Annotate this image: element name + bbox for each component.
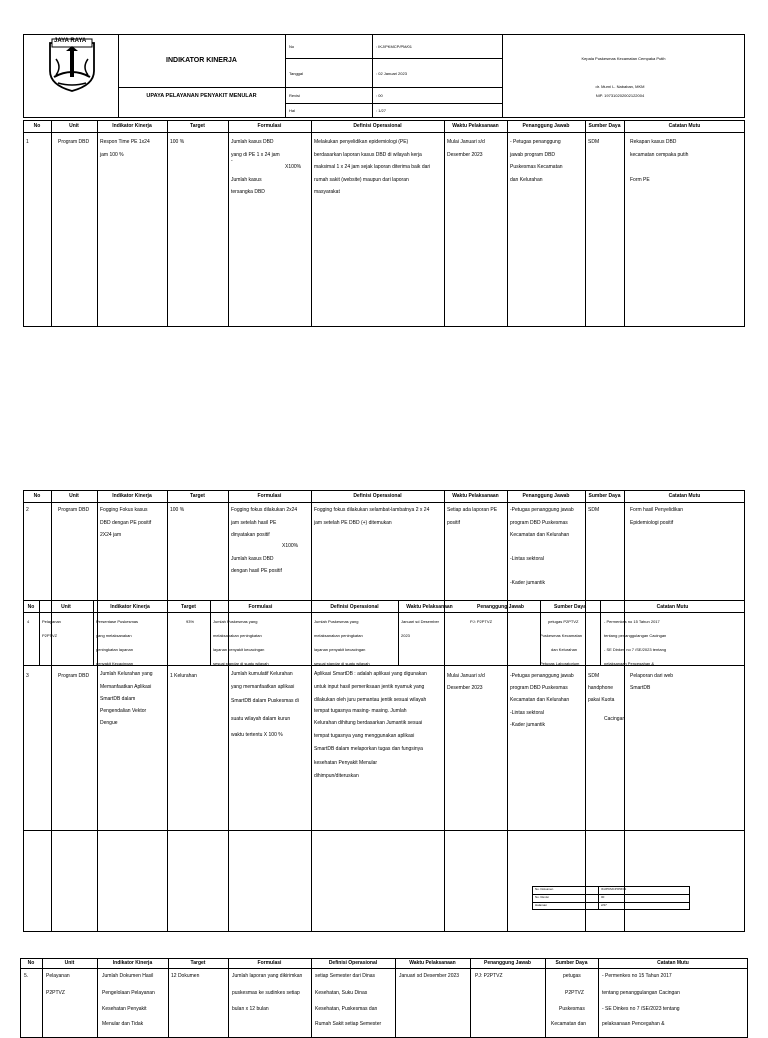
- row1-definisi-line: Melakukan penyelidikan epidemiologi (PE): [314, 139, 409, 145]
- col-header-unit: Unit: [64, 960, 75, 966]
- row5-definisi-line: setiap Semester dari Dinas: [315, 973, 376, 979]
- row3-unit: Program DBD: [58, 673, 90, 679]
- row5-definisi-line: Kesehatan, Puskesmas dan: [315, 1006, 378, 1012]
- row2-waktu-line: positif: [447, 520, 461, 526]
- row3-indikator-line: Dengue: [100, 720, 118, 726]
- row4-unit-line: Pelayanan: [42, 619, 61, 624]
- meta-page-value: : 1/27: [376, 108, 387, 113]
- row3-definisi-line: Aplikasi SmartDB : adalah aplikasi yang digunakan: [314, 671, 427, 677]
- row5-indikator-line: Pengelolaan Pelayanan: [102, 990, 155, 996]
- row2-no: 2: [26, 507, 29, 513]
- doc-revision-label: No. Revisi: [535, 895, 549, 899]
- row2-indikator-line: 2X24 jam: [100, 532, 122, 538]
- row4-formulasi-line: Jumlah Puskesmas yang: [213, 619, 258, 624]
- row5-indikator-line: Kesehatan Penyakit: [102, 1006, 147, 1012]
- row1-catatan-line: Rekapan kasus DBD: [630, 139, 677, 145]
- doc-page-value: 2/27: [601, 903, 607, 907]
- row3-definisi-line: SmartDB dalam melaporkan tugas dan fungsinya: [314, 746, 423, 752]
- row5-catatan-line: tentang penanggulangan Cacingan: [602, 990, 680, 996]
- row5-sumber-line: Puskesmas: [559, 1006, 585, 1012]
- row1-formulasi-line: tersangka DBD: [231, 189, 265, 195]
- col-header-target: Target: [190, 493, 205, 499]
- row5-catatan-line: - SE Dinkes no 7 /SE/2023 tentang: [602, 1006, 680, 1012]
- row1-waktu-line: Desember 2023: [447, 152, 483, 158]
- overlay-header-sumber: Sumber Daya: [554, 604, 586, 610]
- meta-revision-label: Revisi: [289, 93, 300, 98]
- col-header-catatan: Catatan Mutu: [657, 960, 689, 966]
- overlay-header-definisi: Definisi Operasional: [330, 604, 379, 610]
- row2-pj-line: Kecamatan dan Kelurahan: [510, 532, 570, 538]
- row4-catatan-line: - Permenkes no 15 Tahun 2017: [604, 619, 660, 624]
- row5-catatan-line: pelaksanaan Pencegahan &: [602, 1021, 665, 1027]
- row2-indikator-line: DBD dengan PE positif: [100, 520, 152, 526]
- row4-indikator-line: Persentase Puskesmas: [96, 619, 139, 624]
- approval-nip: NIP. 197310202002122004: [595, 93, 645, 98]
- row1-waktu-line: Mulai Januari s/d: [447, 139, 485, 145]
- row5-indikator-line: Jumlah Dokumen Hasil: [102, 973, 154, 979]
- row2-pj-line: program DBD Puskesmas: [510, 520, 568, 526]
- row4-waktu-line: Januari sd Desember: [401, 619, 440, 624]
- col-header-definisi: Definisi Operasional: [328, 960, 378, 966]
- row1-definisi-line: maksimal 1 x 24 jam sejak laporan diterima baik dari: [314, 164, 431, 170]
- row1-pj-line: dan Kelurahan: [510, 177, 543, 183]
- meta-date-label: Tanggal: [289, 71, 304, 76]
- meta-no-label: No: [289, 44, 295, 49]
- row2-unit: Program DBD: [58, 507, 90, 513]
- row3-extra-line: kesehatan Penyakit Menular: [314, 760, 378, 766]
- col-header-sumber: Sumber Daya: [555, 960, 588, 966]
- col-header-no: No: [33, 123, 41, 129]
- row1-no: 1: [26, 139, 29, 145]
- col-header-target: Target: [190, 123, 205, 129]
- page-title: INDIKATOR KINERJA: [166, 57, 237, 64]
- meta-revision-value: : 00: [376, 93, 383, 98]
- row3-indikator-line: SmartDB dalam: [100, 696, 136, 702]
- row3-extra-line: dihimpun/diteruskan: [314, 773, 359, 779]
- row3-sumber-line: pakai Kuota: [588, 697, 615, 703]
- col-header-indikator: Indikator Kinerja: [112, 493, 152, 499]
- row5-formulasi-line: bulan x 12 bulan: [232, 1006, 269, 1012]
- row5-no: 5.: [24, 973, 29, 979]
- meta-no-value: : IKJ/PKMCP/PM/01: [376, 44, 413, 49]
- row1-formulasi-line: X100%: [285, 164, 302, 170]
- col-header-formulasi: Formulasi: [257, 960, 282, 966]
- row1-pj-line: jawab program DBD: [510, 152, 556, 158]
- row4-catatan-line: pelaksanaan Pencegahan &: [604, 661, 655, 666]
- row1-target: 100 %: [170, 139, 185, 145]
- row1-formulasi-line: -: [231, 158, 233, 164]
- row5-target: 12 Dokumen: [171, 973, 200, 979]
- row4-definisi-line: Jumlah Puskesmas yang: [314, 619, 359, 624]
- col-header-catatan: Catatan Mutu: [668, 123, 701, 129]
- row1-pj-line: Puskesmas Kecamatan: [510, 164, 563, 170]
- row4-target: 93%: [186, 619, 195, 624]
- row2-formulasi-line: dinyatakan positif: [231, 532, 270, 538]
- row3-formulasi-line: Jumlah kumulatif Kelurahan: [231, 671, 293, 677]
- row5-indikator-line: Menular dan Tidak: [102, 1021, 144, 1027]
- row3-definisi-line: Kelurahan dihitung berdasarkan Jumantik sesuai: [314, 720, 423, 726]
- row1-definisi-line: rumah sakit (website) maupun dari laporan: [314, 177, 409, 183]
- row1-definisi-line: berdasarkan laporan kasus DBD di wilayah kerja: [314, 152, 422, 158]
- doc-revision-value: 00: [601, 895, 605, 899]
- row1-definisi-line: masyarakat: [314, 189, 340, 195]
- row2-pj-line: -Petugas penanggung jawab: [510, 507, 574, 513]
- col-header-formulasi: Formulasi: [257, 493, 282, 499]
- row4-waktu-line: 2023: [401, 633, 410, 638]
- col-header-definisi: Definisi Operasional: [353, 493, 402, 499]
- row1-sumber: SDM: [588, 139, 600, 145]
- row3-no: 3: [26, 673, 29, 679]
- row1-catatan-line: Form PE: [630, 177, 650, 183]
- row3-catatan-line: Pelaporan dari web: [630, 673, 674, 679]
- overlay-header-formulasi: Formulasi: [248, 604, 273, 610]
- col-header-waktu: Waktu Pelaksanaan: [452, 123, 499, 129]
- row3-sumber-line: SDM: [588, 673, 600, 679]
- overlay-header-waktu: Waktu Pelaksanaan: [406, 604, 453, 610]
- row1-catatan-line: kecamatan cempaka putih: [630, 152, 689, 158]
- col-header-pj: Penanggung Jawab: [522, 493, 570, 499]
- row4-sumber-line: petugas P2PTVZ: [548, 619, 579, 624]
- row5-definisi-line: Rumah Sakit setiap Semester: [315, 1021, 382, 1027]
- overlay-header-catatan: Catatan Mutu: [656, 604, 689, 610]
- row2-formulasi-line: Fogging fokus dilakukan 2x24: [231, 507, 298, 513]
- row2-sumber: SDM: [588, 507, 600, 513]
- row4-definisi-line: layanan penyakit kecacingan: [314, 647, 366, 652]
- page-subtitle: UPAYA PELAYANAN PENYAKIT MENULAR: [146, 93, 257, 99]
- row5-sumber-line: Kecamatan dan: [551, 1021, 587, 1027]
- row5-pj: PJ: P2PTVZ: [475, 973, 503, 979]
- row2-catatan-line: Epidemiologi positif: [630, 520, 674, 526]
- row3-waktu-line: Desember 2023: [447, 685, 483, 691]
- row2-indikator-line: Fogging Fokus kasus: [100, 507, 148, 513]
- doc-page-label: Halaman: [535, 903, 548, 907]
- row5-sumber-line: petugas: [563, 973, 581, 979]
- row2-pj-line: -Kader jumantik: [510, 580, 546, 586]
- row3-indikator-line: Pengendalian Vektor: [100, 708, 147, 714]
- row4-indikator-line: peningkatan layanan: [96, 647, 133, 652]
- row4-no: 4: [27, 619, 30, 624]
- row3-formulasi-line: suatu wilayah dalam kurun: [231, 716, 291, 722]
- col-header-waktu: Waktu Pelaksanaan: [409, 960, 456, 966]
- row5-sumber-line: P2PTVZ: [565, 990, 584, 996]
- row4-formulasi-line: layanan penyakit kecacingan: [213, 647, 265, 652]
- col-header-formulasi: Formulasi: [257, 123, 282, 129]
- row5-unit-line: P2PTVZ: [46, 990, 65, 996]
- row1-formulasi-line: Jumlah kasus: [231, 177, 262, 183]
- row2-catatan-line: Form hasil Penyelidikan: [630, 507, 684, 513]
- row4-pj: PJ: P2PTVZ: [470, 619, 493, 624]
- meta-date-value: : 02 Januari 2023: [376, 71, 407, 76]
- row3-definisi-line: tempat tugasnya masing- masing. Jumlah: [314, 708, 407, 714]
- jaya-raya-logo: [44, 37, 100, 93]
- row5-formulasi-line: puskesmas ke sudinkes setiap: [232, 990, 300, 996]
- row1-formulasi-line: Jumlah kasus DBD: [231, 139, 274, 145]
- row2-definisi-line: jam setelah PE DBD (+) ditemukan: [314, 520, 392, 526]
- row3-sumber-line: handphone: [588, 685, 614, 691]
- row5-waktu: Januari sd Desember 2023: [399, 973, 460, 979]
- row3-definisi-line: untuk input hasil pemeriksaan jentik nyamuk yang: [314, 684, 425, 690]
- row3-indikator-line: Jumlah Kelurahan yang: [100, 671, 153, 677]
- row3-formulasi-line: waktu tertentu X 100 %: [231, 732, 283, 738]
- row4-catatan-line: - SE Dinkes no 7 /SE/2023 tentang: [604, 647, 667, 652]
- row5-catatan-line: - Permenkes no 15 Tahun 2017: [602, 973, 672, 979]
- row3-pj-line: -Kader jumantik: [510, 722, 546, 728]
- col-header-unit: Unit: [69, 123, 79, 129]
- row4-indikator-line: yang melaksanakan: [96, 633, 132, 638]
- col-header-target: Target: [190, 960, 206, 966]
- row5-unit-line: Pelayanan: [46, 973, 70, 979]
- row2-target: 100 %: [170, 507, 185, 513]
- col-header-no: No: [27, 960, 35, 966]
- row4-definisi-line: melaksanakan peningkatan: [314, 633, 363, 638]
- row3-formulasi-line: SmartDB dalam Puskesmas di: [231, 698, 299, 704]
- approval-name: dr. Murni L. Nababan, MKM: [595, 84, 645, 89]
- col-header-indikator: Indikator Kinerja: [112, 960, 153, 966]
- approval-title: Kepala Puskesmas Kecamatan Cempaka Putih: [581, 56, 666, 61]
- col-header-no: No: [33, 493, 41, 499]
- col-header-definisi: Definisi Operasional: [353, 123, 402, 129]
- row3-target: 1 Kelurahan: [170, 673, 197, 679]
- col-header-pj: Penanggung Jawab: [484, 960, 531, 966]
- row1-formulasi-line: yang di PE 1 x 24 jam: [231, 152, 280, 158]
- row3-definisi-line: tempat tugasnya yang menggunakan aplikasi: [314, 733, 415, 739]
- row2-formulasi-line: X100%: [282, 543, 299, 549]
- row3-pj-line: Kecamatan dan Kelurahan: [510, 697, 570, 703]
- row4-unit-line: P2PTVZ: [42, 633, 58, 638]
- doc-no-value: IKJ/PKMCP/PM/01: [601, 887, 627, 891]
- row3-pj-line: -Petugas penanggung jawab: [510, 673, 574, 679]
- doc-no-label: No. Dokumen: [535, 887, 554, 891]
- overlay-header-no: No: [27, 604, 35, 610]
- row2-pj-line: -Lintas sektoral: [510, 556, 544, 562]
- row4-definisi-line: sesuai standar di suatu wilayah: [314, 661, 370, 666]
- row2-definisi-line: Fogging fokus dilakukan selambat-lambatnya 2 x 24: [314, 507, 430, 513]
- row4-sumber-line: Petugas Laboratorium: [540, 661, 580, 666]
- row3-catatan-line: Cacingan: [604, 716, 626, 722]
- row5-formulasi-line: Jumlah laporan yang dikirimkan: [232, 973, 303, 979]
- row2-formulasi-line: Jumlah kasus DBD: [231, 556, 274, 562]
- row4-sumber-line: Puskesmas Kecamatan: [540, 633, 583, 638]
- col-header-indikator: Indikator Kinerja: [112, 123, 152, 129]
- row3-waktu-line: Mulai Januari s/d: [447, 673, 485, 679]
- col-header-pj: Penanggung Jawab: [522, 123, 570, 129]
- row3-definisi-line: dilakukan oleh juru pemantau jentik sesuai wilayah: [314, 697, 427, 703]
- row1-indikator-line: Respon Time PE 1x24: [100, 139, 150, 145]
- overlay-header-unit: Unit: [61, 604, 71, 610]
- row5-definisi-line: Kesehatan, Suku Dinas: [315, 990, 368, 996]
- row4-formulasi-line: melaksanakan peningkatan: [213, 633, 262, 638]
- overlay-header-indikator: Indikator Kinerja: [110, 604, 150, 610]
- row2-formulasi-line: jam setelah hasil PE: [231, 520, 277, 526]
- row4-sumber-line: dan Kelurahan: [551, 647, 578, 652]
- row1-indikator-line: jam 100 %: [100, 152, 124, 158]
- logo-text: JAYA RAYA: [54, 38, 87, 44]
- col-header-waktu: Waktu Pelaksanaan: [452, 493, 499, 499]
- col-header-sumber: Sumber Daya: [588, 123, 621, 129]
- row3-pj-line: -Lintas sektoral: [510, 710, 544, 716]
- row3-pj-line: program DBD Puskesmas: [510, 685, 568, 691]
- row1-pj-line: - Petugas penanggung: [510, 139, 561, 145]
- row2-formulasi-line: dengan hasil PE positif: [231, 568, 282, 574]
- row3-formulasi-line: yang memanfaatkan aplikasi: [231, 684, 295, 690]
- row3-catatan-line: SmartDB: [630, 685, 651, 691]
- col-header-catatan: Catatan Mutu: [668, 493, 701, 499]
- row4-indikator-line: penyakit Kecacingan: [96, 661, 133, 666]
- overlay-header-pj: Penanggung Jawab: [477, 604, 524, 610]
- row2-waktu-line: Setiap ada laporan PE: [447, 507, 498, 513]
- meta-page-label: Hal: [289, 108, 296, 113]
- overlay-header-target: Target: [181, 604, 196, 610]
- row4-catatan-line: tentang penanggulangan Cacingan: [604, 633, 667, 638]
- row1-unit: Program DBD: [58, 139, 90, 145]
- col-header-unit: Unit: [69, 493, 79, 499]
- row3-indikator-line: Memanfaatkan Aplikasi: [100, 684, 152, 690]
- col-header-sumber: Sumber Daya: [588, 493, 621, 499]
- row4-formulasi-line: sesuai standar di suatu wilayah: [213, 661, 269, 666]
